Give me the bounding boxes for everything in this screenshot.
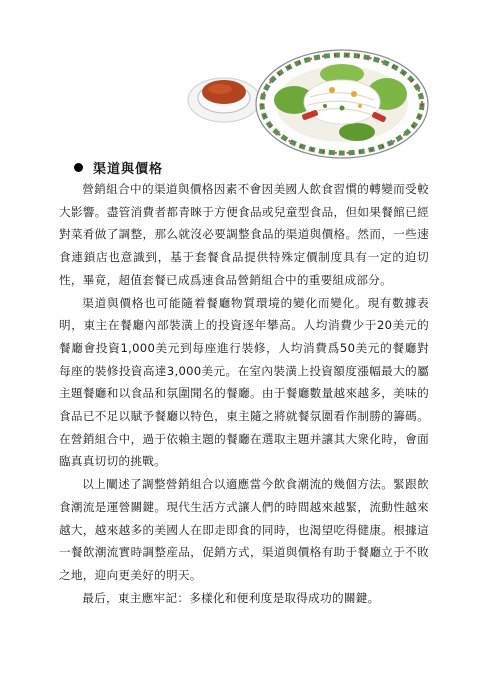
paragraph: 最后，東主應牢記：多樣化和便利度是取得成功的關鍵。 <box>82 590 380 605</box>
main-plate <box>256 50 428 158</box>
food-photo <box>182 42 432 162</box>
paragraph: 以上闡述了調整營銷組合以適應當今飲食潮流的幾個方法。緊跟飲食潮流是運營關鍵。現代生活方式讓人們的時間越來越緊，流動性越來越大，越來越多的美國人在即走即食的同時，也渴望吃得健康。根據這一餐飲潮流實時調整産品，促銷方式，渠道與價格有助于餐廳立于不敗之地，迎向更美好的明天。 <box>59 477 429 582</box>
section-heading-text: 渠道與價格 <box>93 162 164 177</box>
paragraph: 營銷組合中的渠道與價格因素不會因美國人飲食習慣的轉變而受較大影響。盡管消費者都青睞于方便食品或兒童型食品，但如果餐館已經對菜肴做了調整，那么就沒必要調整食品的渠道與價格。然而，一些速食連鎖店也意識到，基于套餐食品提供特殊定價制度具有一定的迫切性，畢竟，超值套餐已成爲速食品營銷組合中的重要組成部分。 <box>59 182 429 287</box>
sauce-dish <box>188 78 260 122</box>
body-text <box>59 178 429 609</box>
bullet-icon <box>74 163 83 172</box>
section-heading <box>74 158 163 177</box>
paragraph: 渠道與價格也可能隨着餐廳物質環境的變化而變化。現有數據表明，東主在餐廳內部裝潢上的投資逐年攀高。人均消費少于20美元的餐廳會投資1,000美元到每座進行裝修，人均消費爲50美元的餐廳對每座的裝修投資高達3,000美元。在室內裝潢上投資額度漲幅最大的屬主題餐廳和以食品和氛圍聞名的餐廳。由于餐廳數量越來越多，美味的食品已不足以賦予餐廳以特色，東主隨之將就餐氛圍看作制勝的籌碼。在營銷組合中，過于依賴主題的餐廳在選取主題并讓其大衆化時，會面臨真真切切的挑戰。 <box>59 295 429 469</box>
